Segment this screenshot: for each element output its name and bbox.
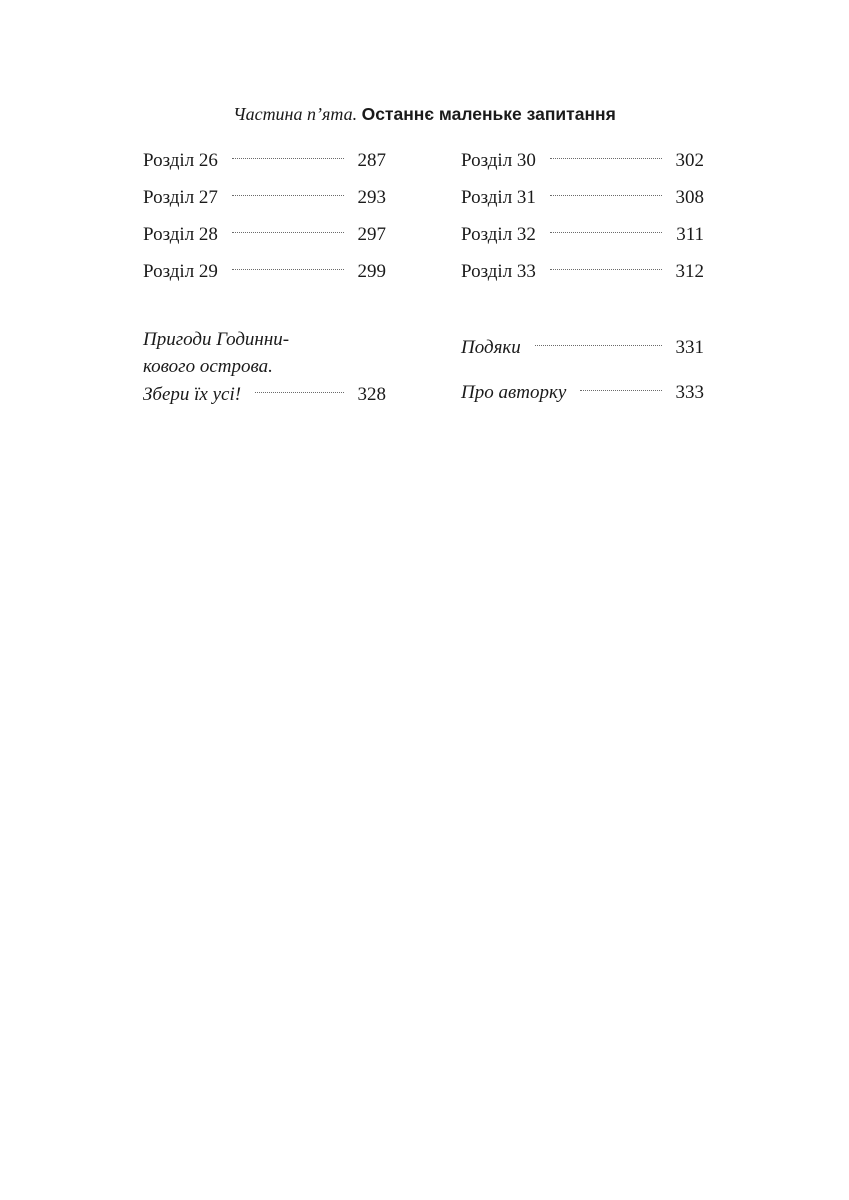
entry-label: Про авторку <box>461 382 567 403</box>
extra-entry-line-2: кового острова. <box>143 356 273 377</box>
dot-leader <box>232 232 344 233</box>
extra-entry-line-1: Пригоди Годинни- <box>143 329 290 350</box>
entry-page: 311 <box>676 224 704 245</box>
toc-entry-chapter-28[interactable] <box>143 222 386 248</box>
entry-label: Розділ 32 <box>461 224 536 245</box>
entry-label: Розділ 29 <box>143 261 218 282</box>
entry-label: Розділ 27 <box>143 187 218 208</box>
entry-label: Розділ 33 <box>461 261 536 282</box>
toc-entry-chapter-27[interactable] <box>143 185 386 211</box>
entry-label: Розділ 30 <box>461 150 536 171</box>
entry-page: 328 <box>357 384 386 405</box>
toc-entry-chapter-26[interactable] <box>143 148 386 174</box>
entry-page: 302 <box>675 150 704 171</box>
entry-label: Розділ 28 <box>143 224 218 245</box>
entry-page: 308 <box>675 187 704 208</box>
toc-entry-chapter-31[interactable] <box>461 185 704 211</box>
entry-page: 293 <box>357 187 386 208</box>
part-heading <box>0 102 849 126</box>
toc-entry-about-author[interactable] <box>461 380 704 406</box>
toc-entry-acknowledgements[interactable] <box>461 335 704 361</box>
toc-entry-chapter-32[interactable] <box>461 222 704 248</box>
entry-page: 299 <box>357 261 386 282</box>
entry-label: Розділ 26 <box>143 150 218 171</box>
dot-leader <box>232 269 344 270</box>
entry-label: Розділ 31 <box>461 187 536 208</box>
toc-entry-chapter-30[interactable] <box>461 148 704 174</box>
part-label: Частина п’ята. <box>233 104 358 124</box>
entry-page: 297 <box>357 224 386 245</box>
entry-label: Збери їх усі! <box>143 384 242 405</box>
dot-leader <box>255 392 343 393</box>
toc-entry-clock-island[interactable] <box>143 382 386 408</box>
entry-page: 312 <box>675 261 704 282</box>
dot-leader <box>550 269 662 270</box>
dot-leader <box>550 158 662 159</box>
dot-leader <box>232 195 344 196</box>
part-title: Останнє маленьке запитання <box>361 104 616 124</box>
entry-page: 333 <box>675 382 704 403</box>
entry-page: 331 <box>675 337 704 358</box>
toc-entry-chapter-33[interactable] <box>461 259 704 285</box>
dot-leader <box>580 390 661 391</box>
entry-page: 287 <box>357 150 386 171</box>
dot-leader <box>550 232 662 233</box>
toc-entry-chapter-29[interactable] <box>143 259 386 285</box>
dot-leader <box>535 345 662 346</box>
dot-leader <box>232 158 344 159</box>
entry-label: Подяки <box>461 337 521 358</box>
dot-leader <box>550 195 662 196</box>
